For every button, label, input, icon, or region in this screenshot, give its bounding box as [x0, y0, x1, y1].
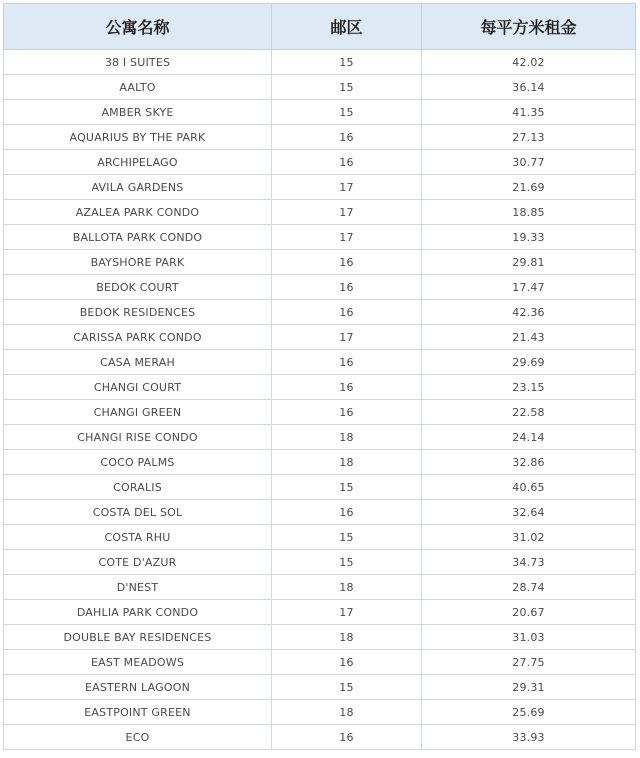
rent-cell: 30.77 — [422, 150, 636, 175]
condo-name-cell: CHANGI GREEN — [4, 400, 272, 425]
condo-name-cell: BEDOK COURT — [4, 275, 272, 300]
rent-cell: 29.31 — [422, 675, 636, 700]
header-condo-name: 公寓名称 — [4, 4, 272, 50]
district-cell: 16 — [272, 500, 422, 525]
district-cell: 16 — [272, 400, 422, 425]
district-cell: 16 — [272, 350, 422, 375]
district-cell: 16 — [272, 150, 422, 175]
table-row — [4, 250, 636, 275]
rent-cell: 31.03 — [422, 625, 636, 650]
district-cell: 18 — [272, 700, 422, 725]
rent-cell: 40.65 — [422, 475, 636, 500]
condo-name-cell: CHANGI COURT — [4, 375, 272, 400]
district-cell: 16 — [272, 375, 422, 400]
rent-cell: 25.69 — [422, 700, 636, 725]
condo-name-cell: COTE D'AZUR — [4, 550, 272, 575]
rent-cell: 27.75 — [422, 650, 636, 675]
rent-cell: 36.14 — [422, 75, 636, 100]
condo-name-cell: COCO PALMS — [4, 450, 272, 475]
condo-name-cell: ARCHIPELAGO — [4, 150, 272, 175]
table-row — [4, 300, 636, 325]
table-row — [4, 175, 636, 200]
rent-table — [3, 3, 636, 750]
district-cell: 15 — [272, 525, 422, 550]
condo-name-cell: CHANGI RISE CONDO — [4, 425, 272, 450]
district-cell: 18 — [272, 625, 422, 650]
table-row — [4, 700, 636, 725]
district-cell: 15 — [272, 100, 422, 125]
table-row — [4, 75, 636, 100]
district-cell: 15 — [272, 675, 422, 700]
condo-name-cell: AVILA GARDENS — [4, 175, 272, 200]
district-cell: 16 — [272, 725, 422, 750]
rent-cell: 23.15 — [422, 375, 636, 400]
condo-name-cell: ECO — [4, 725, 272, 750]
table-row — [4, 475, 636, 500]
rent-cell: 27.13 — [422, 125, 636, 150]
district-cell: 15 — [272, 550, 422, 575]
condo-name-cell: DOUBLE BAY RESIDENCES — [4, 625, 272, 650]
table-row — [4, 125, 636, 150]
rent-cell: 22.58 — [422, 400, 636, 425]
rent-cell: 29.81 — [422, 250, 636, 275]
rent-cell: 42.36 — [422, 300, 636, 325]
header-row — [4, 4, 636, 50]
district-cell: 18 — [272, 450, 422, 475]
district-cell: 16 — [272, 275, 422, 300]
table-row — [4, 550, 636, 575]
table-row — [4, 400, 636, 425]
table-row — [4, 600, 636, 625]
rent-cell: 34.73 — [422, 550, 636, 575]
condo-name-cell: DAHLIA PARK CONDO — [4, 600, 272, 625]
table-row — [4, 325, 636, 350]
rent-cell: 19.33 — [422, 225, 636, 250]
rent-cell: 33.93 — [422, 725, 636, 750]
table-row — [4, 150, 636, 175]
table-row — [4, 375, 636, 400]
district-cell: 15 — [272, 50, 422, 75]
rent-cell: 31.02 — [422, 525, 636, 550]
condo-name-cell: COSTA DEL SOL — [4, 500, 272, 525]
district-cell: 16 — [272, 300, 422, 325]
condo-name-cell: CARISSA PARK CONDO — [4, 325, 272, 350]
condo-name-cell: EASTERN LAGOON — [4, 675, 272, 700]
district-cell: 18 — [272, 575, 422, 600]
table-row — [4, 575, 636, 600]
rent-cell: 41.35 — [422, 100, 636, 125]
table-row — [4, 200, 636, 225]
district-cell: 16 — [272, 650, 422, 675]
table-row — [4, 225, 636, 250]
district-cell: 17 — [272, 225, 422, 250]
table-body — [4, 50, 636, 750]
condo-name-cell: BAYSHORE PARK — [4, 250, 272, 275]
district-cell: 16 — [272, 250, 422, 275]
rent-cell: 18.85 — [422, 200, 636, 225]
table-row — [4, 425, 636, 450]
table-row — [4, 100, 636, 125]
district-cell: 15 — [272, 475, 422, 500]
condo-name-cell: EASTPOINT GREEN — [4, 700, 272, 725]
condo-name-cell: BEDOK RESIDENCES — [4, 300, 272, 325]
district-cell: 17 — [272, 175, 422, 200]
header-rent-per-sqm: 每平方米租金 — [422, 4, 636, 50]
rent-cell: 21.69 — [422, 175, 636, 200]
table-row — [4, 500, 636, 525]
district-cell: 16 — [272, 125, 422, 150]
table-row — [4, 675, 636, 700]
district-cell: 17 — [272, 325, 422, 350]
table-row — [4, 450, 636, 475]
rent-cell: 17.47 — [422, 275, 636, 300]
rent-cell: 32.64 — [422, 500, 636, 525]
header-district: 邮区 — [272, 4, 422, 50]
district-cell: 17 — [272, 600, 422, 625]
rent-cell: 24.14 — [422, 425, 636, 450]
rent-cell: 20.67 — [422, 600, 636, 625]
condo-name-cell: D'NEST — [4, 575, 272, 600]
table-row — [4, 725, 636, 750]
condo-name-cell: AQUARIUS BY THE PARK — [4, 125, 272, 150]
district-cell: 18 — [272, 425, 422, 450]
table-row — [4, 350, 636, 375]
condo-name-cell: 38 I SUITES — [4, 50, 272, 75]
district-cell: 15 — [272, 75, 422, 100]
condo-name-cell: CASA MERAH — [4, 350, 272, 375]
condo-name-cell: COSTA RHU — [4, 525, 272, 550]
condo-name-cell: AMBER SKYE — [4, 100, 272, 125]
rent-cell: 42.02 — [422, 50, 636, 75]
table-row — [4, 275, 636, 300]
rent-cell: 21.43 — [422, 325, 636, 350]
table-row — [4, 650, 636, 675]
condo-name-cell: AALTO — [4, 75, 272, 100]
table-row — [4, 625, 636, 650]
district-cell: 17 — [272, 200, 422, 225]
table-row — [4, 525, 636, 550]
table-row — [4, 50, 636, 75]
condo-name-cell: CORALIS — [4, 475, 272, 500]
rent-cell: 28.74 — [422, 575, 636, 600]
condo-name-cell: EAST MEADOWS — [4, 650, 272, 675]
condo-name-cell: AZALEA PARK CONDO — [4, 200, 272, 225]
condo-name-cell: BALLOTA PARK CONDO — [4, 225, 272, 250]
rent-cell: 32.86 — [422, 450, 636, 475]
rent-cell: 29.69 — [422, 350, 636, 375]
